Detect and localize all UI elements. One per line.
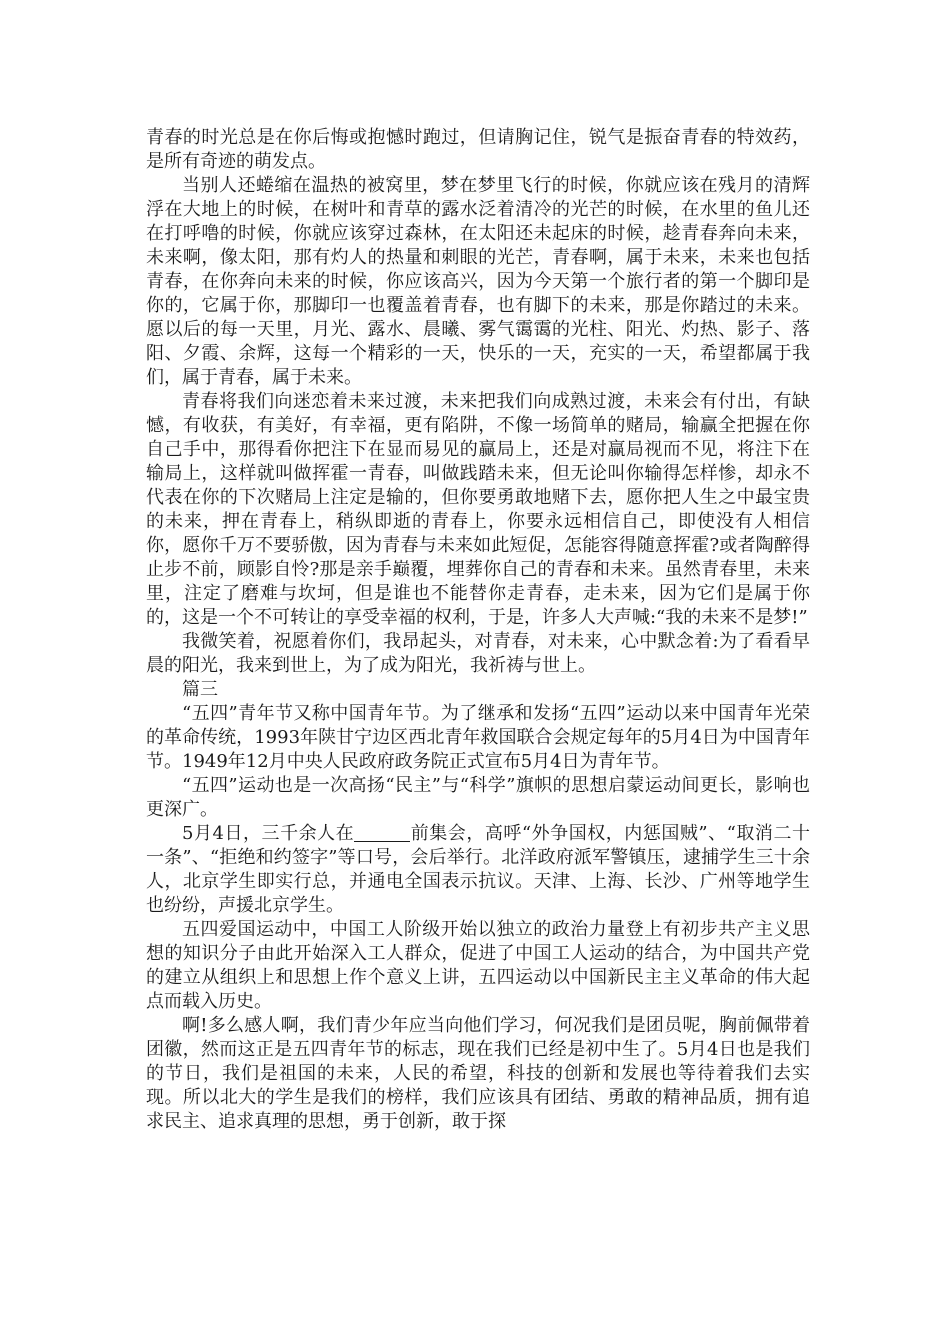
paragraph-1: 青春的时光总是在你后悔或抱憾时跑过，但请胸记住，锐气是振奋青春的特效药，是所有奇迹的萌发点。 [146, 127, 810, 172]
paragraph-3: 青春将我们向迷恋着未来过渡，未来把我们向成熟过渡，未来会有付出，有缺憾，有收获，有美好，有幸福，更有陷阱，不像一场简单的赌局，输赢全把握在你自己手中，那得看你把注下在显而易见的赢局上，还是对赢局视而不见，将注下在输局上，这样就叫做挥霍一青春，叫做践踏未来，但无论叫你输得怎样惨，却永不代表在你的下次赌局上注定是输的，但你要勇敢地赌下去，愿你把人生之中最宝贵的未来，押在青春上，稍纵即逝的青春上，你要永远相信自己，即使没有人相信你，愿你千万不要骄傲，因为青春与未来如此短促，怎能容得随意挥霍?或者陶醉得止步不前，顾影自怜?那是亲手巅覆，埋葬你自己的青春和未来。虽然青春里，未来里，注定了磨难与坎坷，但是谁也不能替你走青春，走未来，因为它们是属于你的，这是一个不可转让的享受幸福的权利，于是，许多人大声喊:“我的未来不是梦!” [146, 391, 810, 628]
paragraph-8: 五四爱国运动中，中国工人阶级开始以独立的政治力量登上有初步共产主义思想的知识分子由此开始深入工人群众，促进了中国工人运动的结合，为中国共产党的建立从组织上和思想上作个意义上讲，五四运动以中国新民主主义革命的伟大起点而载入历史。 [146, 919, 810, 1012]
paragraph-2: 当别人还蜷缩在温热的被窝里，梦在梦里飞行的时候，你就应该在残月的清辉浮在大地上的时候，在树叶和青草的露水泛着清冷的光芒的时候，在水里的鱼儿还在打呼噜的时候，你就应该穿过森林，在太阳还未起床的时候，趁青春奔向未来，未来啊，像太阳，那有灼人的热量和刺眼的光芒，青春啊，属于未来，未来也包括青春，在你奔向未来的时候，你应该高兴，因为今天第一个旅行者的第一个脚印是你的，它属于你，那脚印一也覆盖着青春，也有脚下的未来，那是你踏过的未来。愿以后的每一天里，月光、露水、晨曦、雾气霭霭的光柱、阳光、灼热、影子、落阳、夕霞、余辉，这每一个精彩的一天，快乐的一天，充实的一天，希望都属于我们，属于青春，属于未来。 [146, 175, 810, 388]
paragraph-6: “五四”运动也是一次高扬“民主”与“科学”旗帜的思想启蒙运动间更长，影响也更深广。 [146, 775, 810, 820]
paragraph-9: 啊!多么感人啊，我们青少年应当向他们学习，何况我们是团员呢，胸前佩带着团徽，然而这正是五四青年节的标志，现在我们已经是初中生了。5月4日也是我们的节日，我们是祖国的未来，人民的希望，科技的创新和发展也等待着我们去实现。所以北大的学生是我们的榜样，我们应该具有团结、勇敢的精神品质，拥有追求民主、追求真理的思想，勇于创新，敢于探 [146, 1015, 810, 1132]
fill-in-blank [354, 823, 410, 842]
paragraph-4: 我微笑着，祝愿着你们，我昂起头，对青春，对未来，心中默念着:为了看看早晨的阳光，我来到世上，为了成为阳光，我祈祷与世上。 [146, 631, 810, 676]
paragraph-5: “五四”青年节又称中国青年节。为了继承和发扬“五四”运动以来中国青年光荣的革命传统，1993年陕甘宁边区西北青年救国联合会规定每年的5月4日为中国青年节。1949年12月中央人民政府政务院正式宣布5月4日为青年节。 [146, 703, 810, 772]
paragraph-7-start: 5月4日，三千余人在 [182, 823, 355, 844]
document-body [146, 126, 810, 1134]
paragraph-7 [146, 822, 810, 918]
paragraph-7-end: 前集会，高呼“外争国权，内惩国贼”、“取消二十一条”、“拒绝和约签字”等口号，会后举行。北洋政府派军警镇压，逮捕学生三十余人，北京学生即实行总，并通电全国表示抗议。天津、上海、长沙、广州等地学生也纷纷，声援北京学生。 [146, 823, 810, 916]
section-heading: 篇三 [182, 679, 218, 700]
